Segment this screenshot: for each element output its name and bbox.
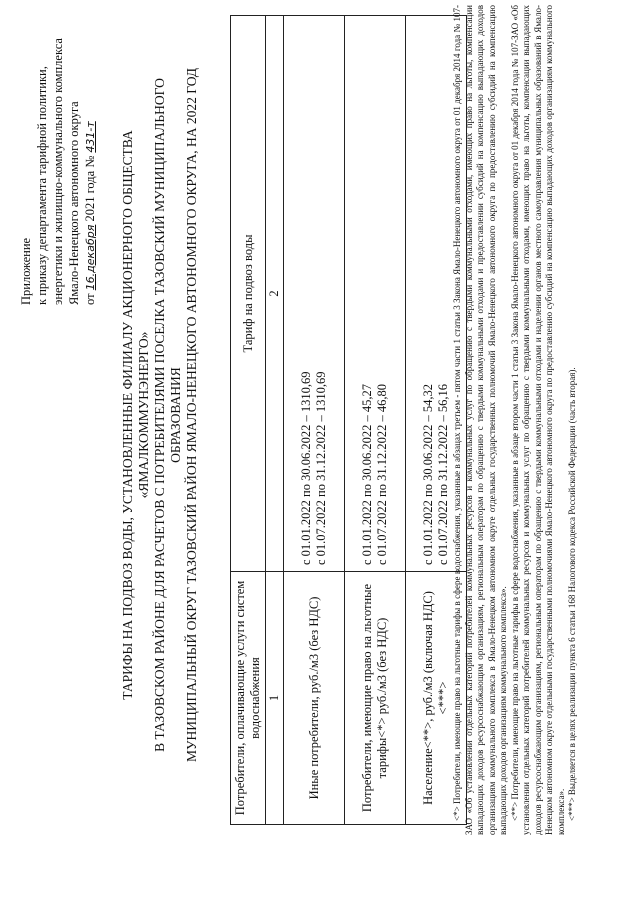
date-prefix: от [83, 293, 97, 305]
column-header-tariff: Тариф на подвоз воды [231, 16, 266, 572]
column-header-consumers: Потребители, оплачивающие услуги систем водоснабжения [231, 572, 266, 825]
consumer-cell: Иные потребители, руб./м3 (без НДС) [284, 572, 345, 825]
column-number-1: 1 [266, 572, 284, 825]
table-row [284, 16, 345, 825]
table-row [345, 16, 406, 825]
tariff-cell [284, 16, 345, 572]
tariff-period-1: с 01.01.2022 по 30.06.2022 – 45,27 [360, 384, 374, 565]
title-line-3: МУНИЦИПАЛЬНЫЙ ОКРУГ ТАЗОВСКИЙ РАЙОН ЯМАЛО-НЕНЕЦКОГО АВТОНОМНОГО ОКРУГА, НА 2022 ГОД [184, 67, 199, 763]
appendix-line: Приложение [19, 237, 33, 305]
title-line-2: В ТАЗОВСКОМ РАЙОНЕ ДЛЯ РАСЧЕТОВ С ПОТРЕБИТЕЛЯМИ ПОСЕЛКА ТАЗОВСКИЙ МУНИЦИПАЛЬНОГО ОБРАЗОВАНИЯ [152, 78, 183, 752]
handwritten-number: 431-т [84, 121, 97, 153]
tariff-period-2: с 01.07.2022 по 31.12.2022 – 56,16 [436, 384, 450, 565]
appendix-date-line [82, 15, 99, 305]
appendix-block [18, 15, 99, 305]
consumer-cell: Потребители, имеющие право на льготные тарифы<*> руб./м3 (без НДС) [345, 572, 406, 825]
tariff-period-2: с 01.07.2022 по 31.12.2022 – 46,80 [375, 384, 389, 565]
appendix-line: Ямало-Ненецкого автономного округа [67, 101, 81, 305]
appendix-line: к приказу департамента тарифной политики, [35, 66, 49, 305]
document-title [120, 65, 200, 765]
title-line-1: ТАРИФЫ НА ПОДВОЗ ВОДЫ, УСТАНОВЛЕННЫЕ ФИЛИАЛУ АКЦИОНЕРНОГО ОБЩЕСТВА «ЯМАЛКОММУНЭНЕРГО» [120, 130, 151, 700]
tariff-period-1: с 01.01.2022 по 30.06.2022 – 1310,69 [299, 371, 313, 565]
footnote-1: <*> Потребители, имеющие право на льготные тарифы в сфере водоснабжения, указанные в абзацах третьем - пятом части 1 статьи 3 Закона Ямало-Ненецкого автономного округа от 01 декабря 2014 года № 107-ЗАО «Об установлении отдельных категорий потребителей коммунальных ресурсов и коммунальных услуг по обращению с твердыми коммунальными отходами, имеющих право на льготы, компенсации выпадающих доходов ресурсоснабжающим организациям, региональным операторам по обращению с твердыми коммунальными отходами и предоставлении субсидий на компенсацию выпадающих доходов организациям коммунального комплекса в Ямало-Ненецком автономном округе отдельных государственных полномочий Ямало-Ненецкого автономного округа по предоставлению субсидий на компенсацию выпадающих доходов организациям коммунального комплекса». [452, 5, 508, 835]
consumer-cell: Население<**>, руб./м3 (включая НДС)<***> [406, 572, 467, 825]
footnote-3: <***> Выделяется в целях реализации пункта 6 статьи 168 Налогового кодекса Российской Федерации (часть вторая). [567, 367, 577, 821]
footnotes [452, 5, 579, 835]
tariff-period-2: с 01.07.2022 по 31.12.2022 – 1310,69 [314, 371, 328, 565]
tariff-period-1: с 01.01.2022 по 30.06.2022 – 54,32 [421, 384, 435, 565]
footnote-2: <**> Потребители, имеющие право на льготные тарифы в сфере водоснабжения, указанные в абзаце втором части 1 статьи 3 Закона Ямало-Ненецкого автономного округа от 01 декабря 2014 года № 107-ЗАО «Об установлении отдельных категорий потребителей коммунальных ресурсов и коммунальных услуг по обращению с твердыми коммунальными отходами, имеющих право на льготы, компенсации выпадающих доходов ресурсоснабжающим организациям, региональным операторам по обращению с твердыми коммунальными отходами и наделении органов местного самоуправления муниципальных образований в Ямало-Ненецком автономном округе отдельными государственными полномочиями Ямало-Ненецкого автономного округа по предоставлению субсидий на компенсацию выпадающих доходов организациям коммунального комплекса». [509, 5, 566, 835]
handwritten-date: 16.декабря [84, 224, 97, 291]
date-year: 2021 года № [83, 155, 97, 222]
column-number-2: 2 [266, 16, 284, 572]
appendix-line: энергетики и жилищно-коммунального комплекса [51, 38, 65, 305]
tariff-table [230, 15, 467, 825]
tariff-cell [345, 16, 406, 572]
